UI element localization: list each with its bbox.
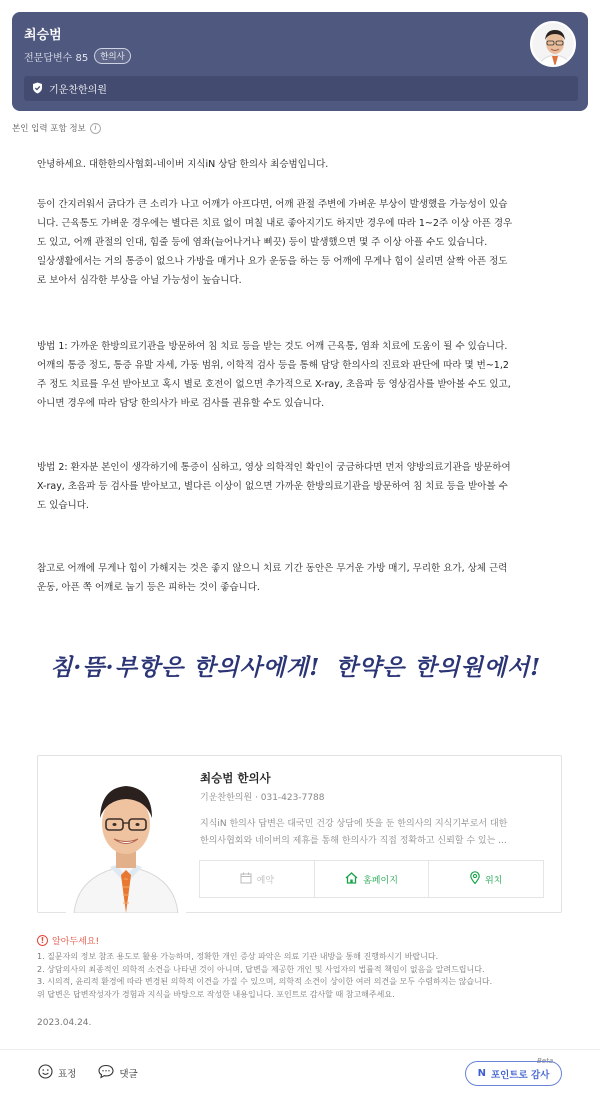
answer-paragraph-2	[37, 195, 562, 290]
footer-actions	[38, 1064, 138, 1082]
answer-date: 2023.04.24.	[37, 1018, 92, 1028]
doctor-name[interactable]: 최승범 한의사	[200, 771, 271, 785]
doctor-description	[200, 816, 545, 850]
answer-line: 참고로 어깨에 무게나 힘이 가해지는 것은 좋지 않으니 치료 기간 동안은 무거운 가방 매기, 무리한 요가, 상체 근력	[37, 563, 508, 574]
answer-count: 전문답변수 85	[24, 52, 89, 64]
role-badge: 한의사	[94, 48, 131, 64]
answer-line: 로 보아서 심각한 부상을 아닐 가능성이 높습니다.	[37, 275, 242, 286]
doctor-photo[interactable]	[66, 766, 186, 913]
answer-line: 안녕하세요. 대한한의사협회-네이버 지식iN 상담 한의사 최승범입니다.	[37, 159, 329, 170]
answer-line: 등이 간지러워서 긁다가 큰 소리가 나고 어깨가 아프다면, 어깨 관절 주변에 가벼운 부상이 발생했을 가능성이 있습	[37, 199, 508, 210]
comment-bubble-icon	[98, 1064, 114, 1082]
calligraphy-banner	[50, 649, 550, 683]
home-icon	[345, 872, 358, 887]
banner-text-1: 침·뜸·부항은 한의사에게!	[50, 654, 321, 681]
emoji-reaction-label: 표정	[58, 1069, 77, 1080]
emoji-reaction-button[interactable]	[38, 1064, 76, 1082]
location-label: 위치	[484, 875, 503, 886]
notice-title: 알아두세요!	[52, 937, 100, 947]
location-button[interactable]	[429, 861, 543, 897]
notice-line: 2. 상담의사의 최종적인 의학적 소견을 나타낸 것이 아니며, 답변을 제공한 개인 및 사업자의 법률적 책임이 없음을 알려드립니다.	[37, 964, 485, 974]
notice-list	[37, 951, 492, 1001]
answer-line: 주 정도 치료를 우선 받아보고 혹시 별로 호전이 없으면 추가적으로 X-ray, 초음파 등 영상검사를 받아볼 수도 있고,	[37, 379, 511, 390]
answer-line: 방법 2: 환자분 본인이 생각하기에 통증이 심하고, 영상 의학적인 확인이 궁금하다면 먼저 양방의료기관을 방문하여	[37, 462, 511, 473]
footer-divider	[0, 1049, 600, 1050]
expert-header-card	[12, 12, 588, 111]
answer-line: 방법 1: 가까운 한방의료기관을 방문하여 침 치료 등을 받는 것도 어깨 근육통, 염좌 치료에 도움이 될 수 있습니다.	[37, 341, 508, 352]
info-row	[12, 122, 101, 134]
homepage-label: 홈페이지	[363, 875, 398, 886]
answer-paragraph-1	[37, 155, 562, 174]
answer-line: 일상생활에서는 거의 통증이 없으나 가방을 매거나 요가 운동을 하는 등 어깨에 무게나 힘이 실리면 살짝 아픈 정도	[37, 256, 508, 267]
comment-button[interactable]	[98, 1064, 137, 1082]
expert-meta-row	[24, 48, 131, 64]
doctor-clinic-phone: 기운찬한의원 · 031-423-7788	[200, 793, 325, 803]
points-thanks-button[interactable]	[465, 1061, 562, 1086]
info-label: 본인 입력 포함 정보	[12, 124, 86, 134]
homepage-button[interactable]	[315, 861, 430, 897]
location-pin-icon	[470, 871, 480, 887]
answer-paragraph-4	[37, 458, 562, 515]
answer-line: 니다. 근육통도 가벼운 경우에는 별다른 치료 없이 며칠 내로 좋아지기도 하지만 경우에 따라 1~2주 이상 아픈 경우	[37, 218, 513, 229]
beta-tag: Beta	[537, 1057, 554, 1065]
notice-line: 위 답변은 답변작성자가 경험과 지식을 바탕으로 작성한 내용입니다. 포인트로 감사할 때 참고해주세요.	[37, 989, 395, 999]
answer-line: 도 있고, 어깨 관절의 인대, 힘줄 등에 염좌(늘어나거나 삐끗) 등이 발생했으면 몇 주 이상 아플 수도 있습니다.	[37, 237, 488, 248]
doctor-description-line: 지식iN 한의사 답변은 대국민 건강 상담에 뜻을 둔 한의사의 지식기부로서 대한	[200, 819, 508, 829]
smiley-icon	[38, 1064, 53, 1082]
expert-name[interactable]: 최승범	[24, 28, 62, 43]
doctor-description-line: 한의사협회와 네이버의 제휴를 통해 한의사가 직접 정확하고 신뢰할 수 있는 ...	[200, 836, 507, 846]
profile-action-buttons	[199, 860, 544, 898]
answer-line: 도 있습니다.	[37, 500, 89, 511]
banner-text-2: 한약은 한의원에서!	[335, 654, 542, 681]
alert-icon: !	[37, 935, 48, 946]
answer-line: 어깨의 통증 정도, 통증 유발 자세, 가동 범위, 이학적 검사 등을 통해 담당 한의사의 진료와 판단에 따라 몇 번~1,2	[37, 360, 509, 371]
notice-line: 3. 시의적, 윤리적 환경에 따라 변경된 의학적 이견을 가질 수 있으며, 의학적 소견이 상이한 여러 의견을 모두 수렴하지는 않습니다.	[37, 977, 493, 986]
reserve-label: 예약	[256, 875, 275, 886]
verified-shield-icon	[32, 79, 43, 98]
points-thanks-label: 포인트로 감사	[491, 1069, 550, 1081]
answer-line: X-ray, 초음파 등 검사를 받아보고, 별다른 이상이 없으면 가까운 한방의료기관을 방문하여 침 치료 등을 받아볼 수	[37, 481, 508, 492]
clinic-name: 기운찬한의원	[49, 85, 107, 96]
notice-line: 1. 질문자의 정보 참조 용도로 활용 가능하며, 정확한 개인 증상 파악은 의료 기관 내방을 통해 진행하시기 바랍니다.	[37, 952, 439, 961]
doctor-profile-card	[37, 755, 562, 913]
avatar[interactable]	[530, 21, 576, 67]
clinic-row[interactable]	[24, 76, 578, 101]
calendar-icon	[240, 872, 252, 887]
answer-line: 운동, 아픈 쪽 어깨로 눕기 등은 피하는 것이 좋습니다.	[37, 582, 260, 593]
naver-n-icon: N	[477, 1068, 486, 1079]
notice-title-row	[37, 934, 99, 947]
answer-paragraph-5	[37, 559, 562, 597]
reserve-button[interactable]	[200, 861, 315, 897]
answer-line: 아니면 경우에 따라 담당 한의사가 바로 검사를 권유할 수도 있습니다.	[37, 398, 325, 409]
info-icon[interactable]: i	[90, 123, 101, 134]
answer-paragraph-3	[37, 337, 562, 413]
comment-label: 댓글	[119, 1069, 138, 1080]
